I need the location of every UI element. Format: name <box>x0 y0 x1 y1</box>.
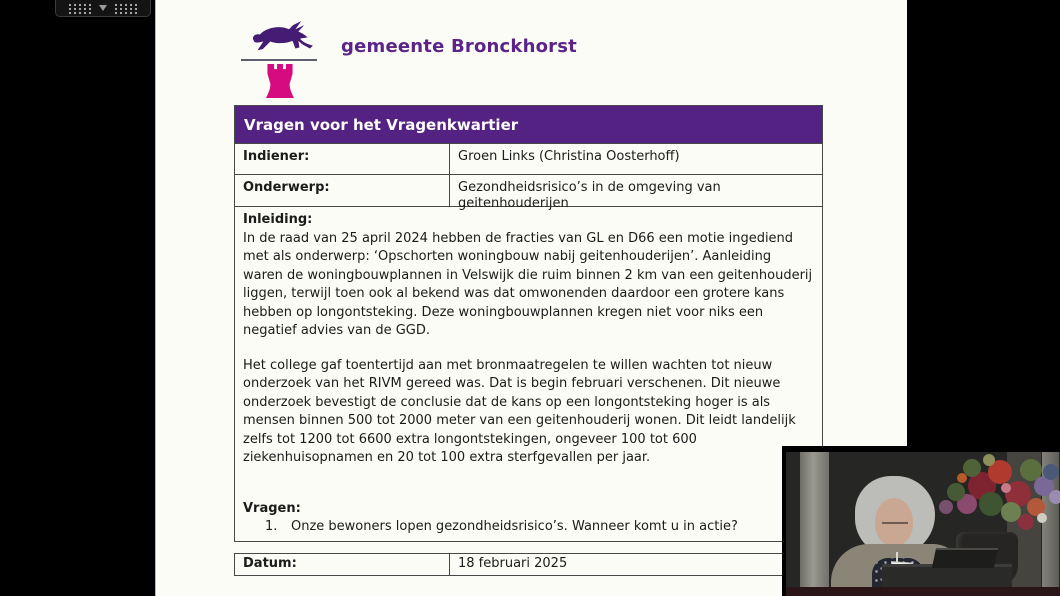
council-room-scene <box>786 452 1060 596</box>
flower-bouquet <box>932 452 1060 544</box>
chevron-down-icon[interactable] <box>98 4 108 12</box>
table-row-indiener <box>235 143 822 174</box>
onderwerp-label: Onderwerp: <box>235 175 450 206</box>
paragraph: In de raad van 25 april 2024 hebben de fracties van GL en D66 een motie ingediend met als onderwerp: ‘Opschorten woningbouw nabij geitenhouderijen’. Aanleiding waren de woningbouwplannen in Velswijk die ruim binnen 2 km van een geitenhouderij liggen, terwijl toen ook al bekend was dat omwonenden daardoor een grotere kans hebben op longontsteking. Deze woningbouwplannen kregen niet voor niks een negatief advies van de GGD. <box>243 230 813 338</box>
inleiding-cell <box>235 206 822 541</box>
wall-panel-left <box>800 452 829 596</box>
municipality-logo <box>239 12 709 92</box>
indiener-value: Groen Links (Christina Oosterhoff) <box>458 149 680 164</box>
table-title-bar: Vragen voor het Vragenkwartier <box>235 106 822 143</box>
municipality-name: gemeente Bronckhorst <box>341 36 577 57</box>
datum-value: 18 februari 2025 <box>458 556 568 571</box>
castle-tower-icon <box>265 64 295 98</box>
player-controls-toolbar[interactable] <box>55 0 151 17</box>
onderwerp-value: Gezondheidsrisico’s in de omgeving van geitenhouderijen <box>458 180 721 211</box>
inleiding-label: Inleiding: <box>243 212 313 227</box>
speaker-video-inset[interactable] <box>782 446 1060 596</box>
table-row-onderwerp <box>235 174 822 211</box>
datum-row <box>234 553 823 576</box>
dot-grid-icon[interactable] <box>68 3 92 14</box>
leaping-hare-icon <box>247 17 317 59</box>
dot-grid-icon[interactable] <box>114 3 138 14</box>
paragraph: Het college gaf toentertijd aan met bronmaatregelen te willen wachten tot nieuw onderzoek van het RIVM gereed was. Dat is begin februari verschenen. Dit nieuwe onderzoek bevestigt de conclusie dat de kans op een longontsteking hoger is als mensen binnen 500 tot 2000 meter van een geitenhouderij wonen. Dit leidt landelijk zelfs tot 1200 tot 6600 extra longontstekingen, ongeveer 100 tot 600 ziekenhuisopnamen en 20 tot 100 extra sterfgevallen per jaar. <box>243 357 796 465</box>
question-number: 1. <box>265 519 278 534</box>
indiener-label: Indiener: <box>235 144 450 174</box>
logo-divider-line <box>241 59 317 61</box>
laptop-on-lectern <box>932 548 998 568</box>
room-floor-strip <box>786 587 1060 596</box>
question-item <box>243 518 814 537</box>
question-text: Onze bewoners lopen gezondheidsrisico’s. Wanneer komt u in actie? <box>291 519 738 534</box>
speaker-glasses <box>882 516 908 524</box>
vragen-label: Vragen: <box>243 500 301 516</box>
datum-label: Datum: <box>235 554 450 575</box>
questions-table <box>234 105 823 542</box>
